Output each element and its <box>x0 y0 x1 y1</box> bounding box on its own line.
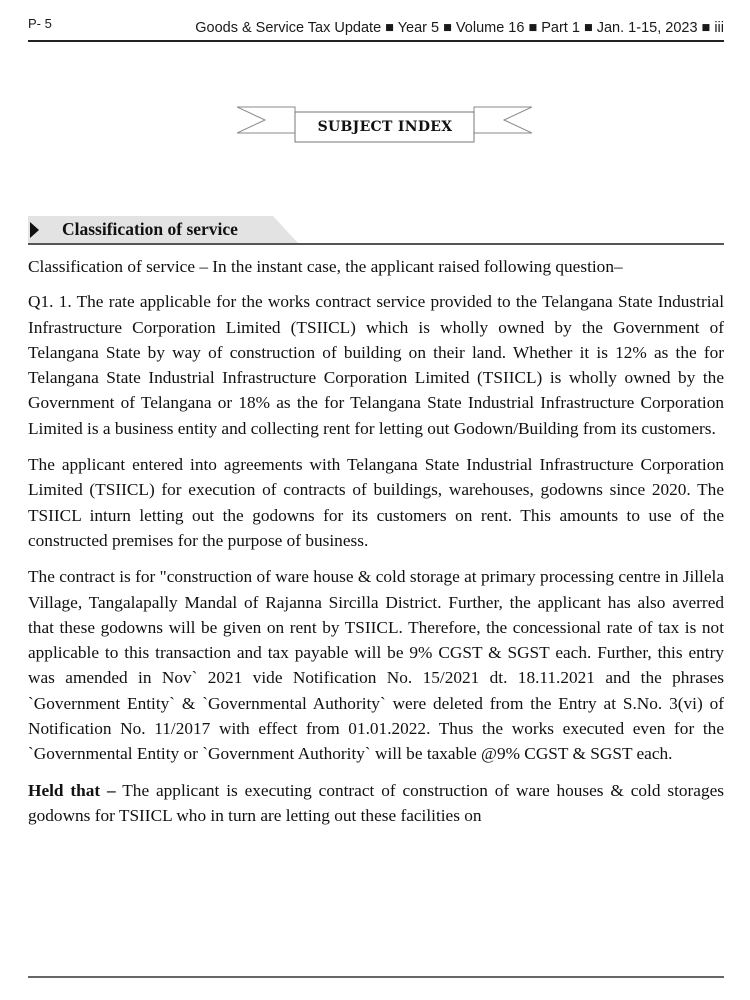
question-paragraph: Q1. 1. The rate applicable for the works contract service provided to the Telangana State Industrial Infrastructure Corporation Limited (TSIICL) which is wholly owned by the Government of Telangana State by way of construction of building on their land. Whether it is 12% as the for Telangana State Industrial Infrastructure Corporation Limited (TSIICL) is wholly owned by the Government of Telangana or 18% as the for Telangana State Industrial Infrastructure Corporation Limited is a business entity and collecting rent for letting out Godown/Building from its customers. <box>28 292 724 438</box>
intro-paragraph: Classification of service – In the instant case, the applicant raised following question– <box>28 257 623 276</box>
triangle-right-icon <box>30 222 39 238</box>
section-title: Classification of service <box>62 219 238 239</box>
banner-title: SUBJECT INDEX <box>317 119 453 135</box>
article-body <box>28 254 724 839</box>
page-number: P- 5 <box>28 16 52 31</box>
held-text: The applicant is executing contract of construction of ware houses & cold storages godowns for TSIICL who in turn are letting out these facilities on <box>28 780 724 825</box>
page-header <box>28 14 724 42</box>
running-title: Goods & Service Tax Update ■ Year 5 ■ Volume 16 ■ Part 1 ■ Jan. 1-15, 2023 ■ iii <box>195 20 724 36</box>
section-heading <box>28 216 724 245</box>
contract-paragraph: The contract is for "construction of ware house & cold storage at primary processing centre in Jillela Village, Tangalapally Mandal of Rajanna Sircilla District. Further, the applicant has also averred that these godowns will be given on rent by TSIICL. Therefore, the concessional rate of tax is not applicable to this transaction and tax payable will be 9% CGST & SGST each. Further, this entry was amended in Nov` 2021 vide Notification No. 15/2021 dt. 18.11.2021 and the phrases `Government Entity` & `Governmental Authority` were deleted from the Entry at S.No. 3(vi) of Notification No. 11/2017 with effect from 01.01.2022. Thus the works executed even for the `Governmental Entity or `Government Authority` will be taxable @9% CGST & SGST each. <box>28 567 724 764</box>
footer-rule <box>28 976 724 978</box>
subject-index-banner <box>237 103 532 145</box>
facts-paragraph: The applicant entered into agreements with Telangana State Industrial Infrastructure Corporation Limited (TSIICL) for execution of contracts of buildings, warehouses, godowns since 2020. The TSIICL inturn letting out the godowns for its customers on rent. This amounts to use of the constructed premises for the purpose of business. <box>28 455 724 550</box>
held-lead: Held that – <box>28 780 116 800</box>
held-paragraph <box>28 778 724 829</box>
